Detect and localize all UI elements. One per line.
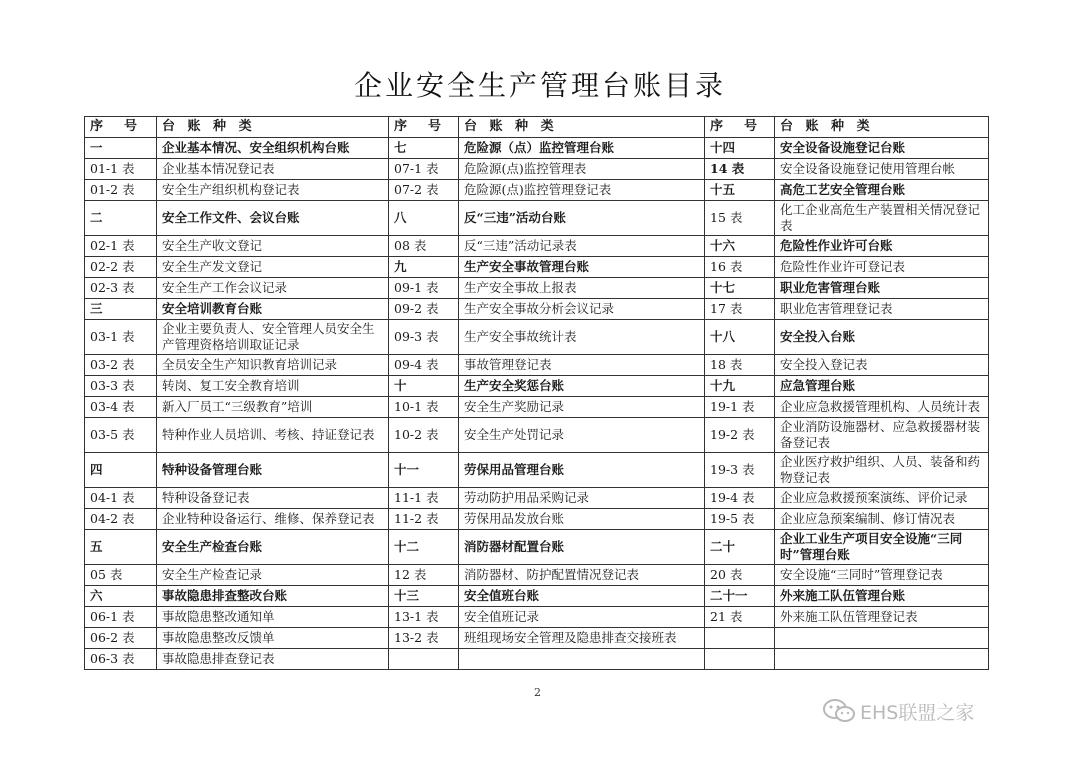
table-cell: 三 — [85, 299, 157, 320]
table-cell: 01-2 表 — [85, 180, 157, 201]
table-cell: 安全生产组织机构登记表 — [157, 180, 389, 201]
table-cell: 企业应急预案编制、修订情况表 — [775, 509, 989, 530]
table-row — [85, 159, 989, 180]
table-cell: 企业消防设施器材、应急救援器材装备登记表 — [775, 418, 989, 453]
table-cell: 企业特种设备运行、维修、保养登记表 — [157, 509, 389, 530]
table-cell: 09-4 表 — [389, 355, 459, 376]
table-cell: 劳保用品管理台账 — [459, 453, 705, 488]
table-cell — [705, 649, 775, 670]
page-title: 企业安全生产管理台账目录 — [353, 69, 726, 102]
table-cell: 十七 — [705, 278, 775, 299]
table-cell: 事故管理登记表 — [459, 355, 705, 376]
table-cell: 09-2 表 — [389, 299, 459, 320]
table-cell: 生产安全事故统计表 — [459, 320, 705, 355]
table-cell: 生产安全事故分析会议记录 — [459, 299, 705, 320]
table-cell: 二 — [85, 201, 157, 236]
table-cell: 安全生产处罚记录 — [459, 418, 705, 453]
table-cell: 十二 — [389, 530, 459, 565]
table-cell: 12 表 — [389, 565, 459, 586]
table-cell: 03-2 表 — [85, 355, 157, 376]
table-cell: 安全生产工作会议记录 — [157, 278, 389, 299]
table-row — [85, 397, 989, 418]
table-cell: 18 表 — [705, 355, 775, 376]
table-cell: 安全工作文件、会议台账 — [157, 201, 389, 236]
header-cell: 序 号 — [389, 117, 459, 138]
table-row — [85, 201, 989, 236]
table-cell: 十四 — [705, 138, 775, 159]
table-cell: 企业主要负责人、安全管理人员安全生产管理资格培训取证记录 — [157, 320, 389, 355]
table-cell: 劳保用品发放台账 — [459, 509, 705, 530]
table-cell: 04-1 表 — [85, 488, 157, 509]
table-cell: 07-1 表 — [389, 159, 459, 180]
table-cell: 10-2 表 — [389, 418, 459, 453]
table-cell: 二十一 — [705, 586, 775, 607]
table-cell: 19-5 表 — [705, 509, 775, 530]
table-cell: 生产安全事故上报表 — [459, 278, 705, 299]
table-cell: 劳动防护用品采购记录 — [459, 488, 705, 509]
table-cell: 05 表 — [85, 565, 157, 586]
table-cell — [775, 628, 989, 649]
table-cell: 职业危害管理台账 — [775, 278, 989, 299]
header-cell: 台 账 种 类 — [157, 117, 389, 138]
table-cell: 安全设备设施登记使用管理台帐 — [775, 159, 989, 180]
table-cell: 安全生产发文登记 — [157, 257, 389, 278]
table-cell: 08 表 — [389, 236, 459, 257]
table-cell: 安全生产奖励记录 — [459, 397, 705, 418]
table-cell: 事故隐患排查登记表 — [157, 649, 389, 670]
watermark — [822, 697, 974, 725]
wechat-icon — [822, 697, 856, 725]
table-cell: 04-2 表 — [85, 509, 157, 530]
table-cell: 事故隐患排查整改台账 — [157, 586, 389, 607]
table-cell: 事故隐患整改反馈单 — [157, 628, 389, 649]
table-row — [85, 509, 989, 530]
header-cell: 台 账 种 类 — [459, 117, 705, 138]
page-number: 2 — [534, 686, 541, 699]
table-cell: 化工企业高危生产装置相关情况登记表 — [775, 201, 989, 236]
table-row — [85, 586, 989, 607]
table-cell: 20 表 — [705, 565, 775, 586]
table-row — [85, 320, 989, 355]
table-cell: 十九 — [705, 376, 775, 397]
table-cell: 企业医疗救护组织、人员、装备和药物登记表 — [775, 453, 989, 488]
table-cell: 03-5 表 — [85, 418, 157, 453]
table-cell: 反“三违”活动记录表 — [459, 236, 705, 257]
table-cell: 十 — [389, 376, 459, 397]
table-cell: 事故隐患整改通知单 — [157, 607, 389, 628]
table-cell: 09-1 表 — [389, 278, 459, 299]
table-cell: 生产安全事故管理台账 — [459, 257, 705, 278]
table-row — [85, 530, 989, 565]
table-cell: 10-1 表 — [389, 397, 459, 418]
table-cell: 危险源(点)监控管理表 — [459, 159, 705, 180]
table-cell — [775, 649, 989, 670]
table-cell: 11-1 表 — [389, 488, 459, 509]
table-row — [85, 257, 989, 278]
table-cell: 转岗、复工安全教育培训 — [157, 376, 389, 397]
table-cell: 危险性作业许可登记表 — [775, 257, 989, 278]
table-cell: 01-1 表 — [85, 159, 157, 180]
table-cell: 21 表 — [705, 607, 775, 628]
table-cell: 十六 — [705, 236, 775, 257]
table-cell: 特种作业人员培训、考核、持证登记表 — [157, 418, 389, 453]
table-cell: 高危工艺安全管理台账 — [775, 180, 989, 201]
header-cell: 序 号 — [705, 117, 775, 138]
table-cell: 生产安全奖惩台账 — [459, 376, 705, 397]
table-cell: 安全设施“三同时”管理登记表 — [775, 565, 989, 586]
table-row — [85, 488, 989, 509]
table-cell: 反“三违”活动台账 — [459, 201, 705, 236]
table-cell: 安全投入台账 — [775, 320, 989, 355]
table-cell: 09-3 表 — [389, 320, 459, 355]
table-cell: 16 表 — [705, 257, 775, 278]
table-cell: 九 — [389, 257, 459, 278]
table-cell — [705, 628, 775, 649]
table-row — [85, 628, 989, 649]
table-cell: 安全培训教育台账 — [157, 299, 389, 320]
table-cell: 06-2 表 — [85, 628, 157, 649]
table-row — [85, 138, 989, 159]
table-cell: 十八 — [705, 320, 775, 355]
table-row — [85, 376, 989, 397]
table-cell: 19-2 表 — [705, 418, 775, 453]
table-cell: 15 表 — [705, 201, 775, 236]
table-cell: 企业基本情况登记表 — [157, 159, 389, 180]
table-cell: 19-1 表 — [705, 397, 775, 418]
table-cell: 11-2 表 — [389, 509, 459, 530]
table-cell: 企业应急救援管理机构、人员统计表 — [775, 397, 989, 418]
table-cell: 19-3 表 — [705, 453, 775, 488]
table-row — [85, 418, 989, 453]
table-cell: 02-1 表 — [85, 236, 157, 257]
table-cell: 四 — [85, 453, 157, 488]
table-header-row — [85, 117, 989, 138]
table-cell: 一 — [85, 138, 157, 159]
table-cell: 企业应急救援预案演练、评价记录 — [775, 488, 989, 509]
table-cell: 安全设备设施登记台账 — [775, 138, 989, 159]
table-cell: 03-1 表 — [85, 320, 157, 355]
table-cell: 02-2 表 — [85, 257, 157, 278]
table-cell: 02-3 表 — [85, 278, 157, 299]
table-cell: 十五 — [705, 180, 775, 201]
table-row — [85, 649, 989, 670]
table-cell: 新入厂员工“三级教育”培训 — [157, 397, 389, 418]
table-cell: 安全生产检查台账 — [157, 530, 389, 565]
table-cell: 03-4 表 — [85, 397, 157, 418]
table-cell: 班组现场安全管理及隐患排查交接班表 — [459, 628, 705, 649]
table-cell: 07-2 表 — [389, 180, 459, 201]
table-cell: 06-1 表 — [85, 607, 157, 628]
table-row — [85, 236, 989, 257]
table-cell: 安全生产检查记录 — [157, 565, 389, 586]
table-cell: 消防器材配置台账 — [459, 530, 705, 565]
table-cell: 13-2 表 — [389, 628, 459, 649]
table-cell: 19-4 表 — [705, 488, 775, 509]
table-cell — [389, 649, 459, 670]
table-cell: 03-3 表 — [85, 376, 157, 397]
table-row — [85, 180, 989, 201]
ledger-catalog-table — [84, 116, 989, 670]
table-cell: 十一 — [389, 453, 459, 488]
table-cell: 14 表 — [705, 159, 775, 180]
table-row — [85, 607, 989, 628]
table-row — [85, 278, 989, 299]
table-cell: 06-3 表 — [85, 649, 157, 670]
table-cell: 特种设备管理台账 — [157, 453, 389, 488]
table-cell: 七 — [389, 138, 459, 159]
table-cell: 十三 — [389, 586, 459, 607]
table-cell: 安全值班台账 — [459, 586, 705, 607]
table-row — [85, 453, 989, 488]
table-cell: 职业危害管理登记表 — [775, 299, 989, 320]
table-cell: 安全值班记录 — [459, 607, 705, 628]
watermark-text: EHS联盟之家 — [860, 701, 975, 724]
table-cell: 17 表 — [705, 299, 775, 320]
table-cell: 二十 — [705, 530, 775, 565]
table-cell: 企业基本情况、安全组织机构台账 — [157, 138, 389, 159]
table-cell: 应急管理台账 — [775, 376, 989, 397]
header-cell: 台 账 种 类 — [775, 117, 989, 138]
table-row — [85, 299, 989, 320]
table-cell: 消防器材、防护配置情况登记表 — [459, 565, 705, 586]
table-cell: 外来施工队伍管理登记表 — [775, 607, 989, 628]
table-cell: 危险源(点)监控管理登记表 — [459, 180, 705, 201]
table-cell: 企业工业生产项目安全设施“三同时”管理台账 — [775, 530, 989, 565]
header-cell: 序 号 — [85, 117, 157, 138]
table-row — [85, 355, 989, 376]
table-cell — [459, 649, 705, 670]
table-cell: 五 — [85, 530, 157, 565]
table-cell: 特种设备登记表 — [157, 488, 389, 509]
table-cell: 危险性作业许可台账 — [775, 236, 989, 257]
table-cell: 危险源（点）监控管理台账 — [459, 138, 705, 159]
table-cell: 全员安全生产知识教育培训记录 — [157, 355, 389, 376]
table-cell: 六 — [85, 586, 157, 607]
table-cell: 安全生产收文登记 — [157, 236, 389, 257]
table-row — [85, 565, 989, 586]
table-cell: 13-1 表 — [389, 607, 459, 628]
table-cell: 八 — [389, 201, 459, 236]
table-cell: 安全投入登记表 — [775, 355, 989, 376]
table-cell: 外来施工队伍管理台账 — [775, 586, 989, 607]
